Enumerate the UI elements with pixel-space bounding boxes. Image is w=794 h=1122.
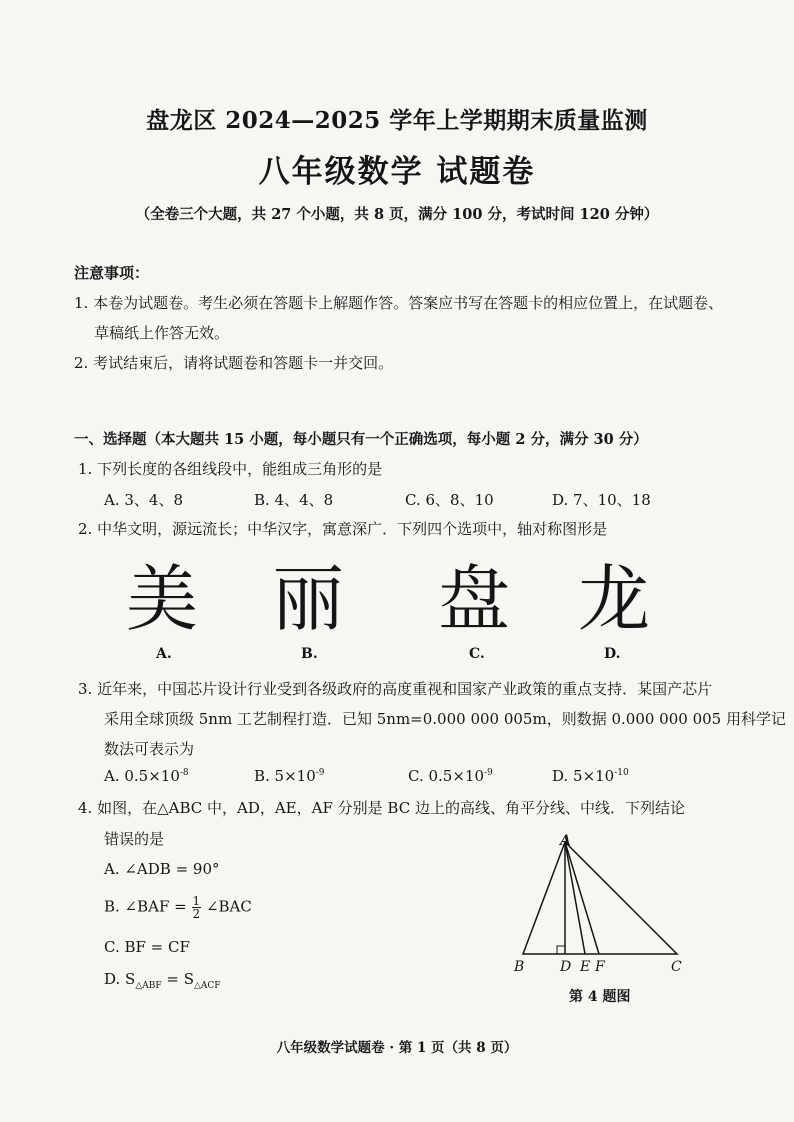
exam-title: 盘龙区 2024—2025 学年上学期期末质量监测 xyxy=(146,107,648,134)
section-1-heading: 一、选择题（本大题共 15 小题，每小题只有一个正确选项，每小题 2 分，满分 30 分） xyxy=(74,431,648,448)
question-2-char-d: 龙 xyxy=(578,557,651,641)
point-label-d: D xyxy=(560,959,572,975)
fraction-one-half: $\frac{1}{2}$ xyxy=(192,894,201,921)
notes-item-1-line-1: 1. 本卷为试题卷。考生必须在答题卡上解题作答。答案应书写在答题卡的相应位置上，在试题卷、 xyxy=(74,294,724,312)
question-4-triangle-figure xyxy=(505,830,695,980)
question-2-char-a: 美 xyxy=(126,557,199,641)
question-3-line-2: 采用全球顶级 5nm 工艺制程打造．已知 5nm=0.000 000 005m，则数据 0.000 000 005 用科学记 xyxy=(104,710,786,728)
question-4-option-b: B. ∠BAF = $\frac{1}{2}$ ∠BAC xyxy=(104,894,252,921)
question-3-line-3: 数法可表示为 xyxy=(104,740,195,758)
question-2-char-b: 丽 xyxy=(272,557,345,641)
question-1-option-d: D. 7、10、18 xyxy=(552,491,651,509)
question-1-option-a: A. 3、4、8 xyxy=(104,491,183,509)
triangle-abc xyxy=(523,842,677,954)
question-2-label-a: A. xyxy=(156,646,172,662)
question-2-label-d: D. xyxy=(604,646,621,662)
question-4-line-2: 错误的是 xyxy=(104,830,165,848)
question-3-option-b: B. $5\times 10^{-9}$ xyxy=(254,767,325,785)
question-3-option-a: A. $0.5\times 10^{-8}$ xyxy=(104,767,189,785)
page-footer: 八年级数学试题卷 · 第 1 页（共 8 页） xyxy=(276,1040,518,1056)
question-2-label-b: B. xyxy=(301,646,318,662)
question-3-option-c: C. $0.5\times 10^{-9}$ xyxy=(408,767,493,785)
exam-subject-title: 八年级数学 试题卷 xyxy=(258,154,536,190)
question-4-line-1: 4. 如图，在△ABC 中，AD，AE，AF 分别是 BC 边上的高线、角平分线、中线．下列结论 xyxy=(78,799,685,817)
question-2-label-c: C. xyxy=(469,646,485,662)
figure-caption: 第 4 题图 xyxy=(569,989,631,1005)
question-1-option-c: C. 6、8、10 xyxy=(405,491,494,509)
exam-info: （全卷三个大题，共 27 个小题，共 8 页，满分 100 分，考试时间 120 分钟） xyxy=(135,206,659,223)
point-label-f: F xyxy=(595,959,605,975)
question-4-option-c: C. BF = CF xyxy=(104,938,190,956)
point-label-e: E xyxy=(580,959,591,975)
point-label-b: B xyxy=(514,959,525,975)
question-3-option-d: D. $5\times 10^{-10}$ xyxy=(552,767,629,785)
notes-heading: 注意事项： xyxy=(74,264,150,282)
notes-item-2: 2. 考试结束后，请将试题卷和答题卡一并交回。 xyxy=(74,354,394,372)
question-4-option-d: D. $S_{\triangle ABF} = S_{\triangle ACF}$ xyxy=(104,970,221,991)
point-label-c: C xyxy=(671,959,682,975)
point-label-a: A xyxy=(560,833,571,849)
question-1-stem: 1. 下列长度的各组线段中，能组成三角形的是 xyxy=(78,460,383,478)
question-3-line-1: 3. 近年来，中国芯片设计行业受到各级政府的高度重视和国家产业政策的重点支持．某国产芯片 xyxy=(78,680,713,698)
question-2-stem: 2. 中华文明，源远流长；中华汉字，寓意深广．下列四个选项中，轴对称图形是 xyxy=(78,520,608,538)
right-angle-mark xyxy=(557,946,565,954)
question-2-char-c: 盘 xyxy=(438,557,511,641)
question-4-option-a: A. ∠ADB = 90° xyxy=(104,860,220,878)
notes-item-1-line-2: 草稿纸上作答无效。 xyxy=(94,324,230,342)
question-1-option-b: B. 4、4、8 xyxy=(254,491,334,509)
